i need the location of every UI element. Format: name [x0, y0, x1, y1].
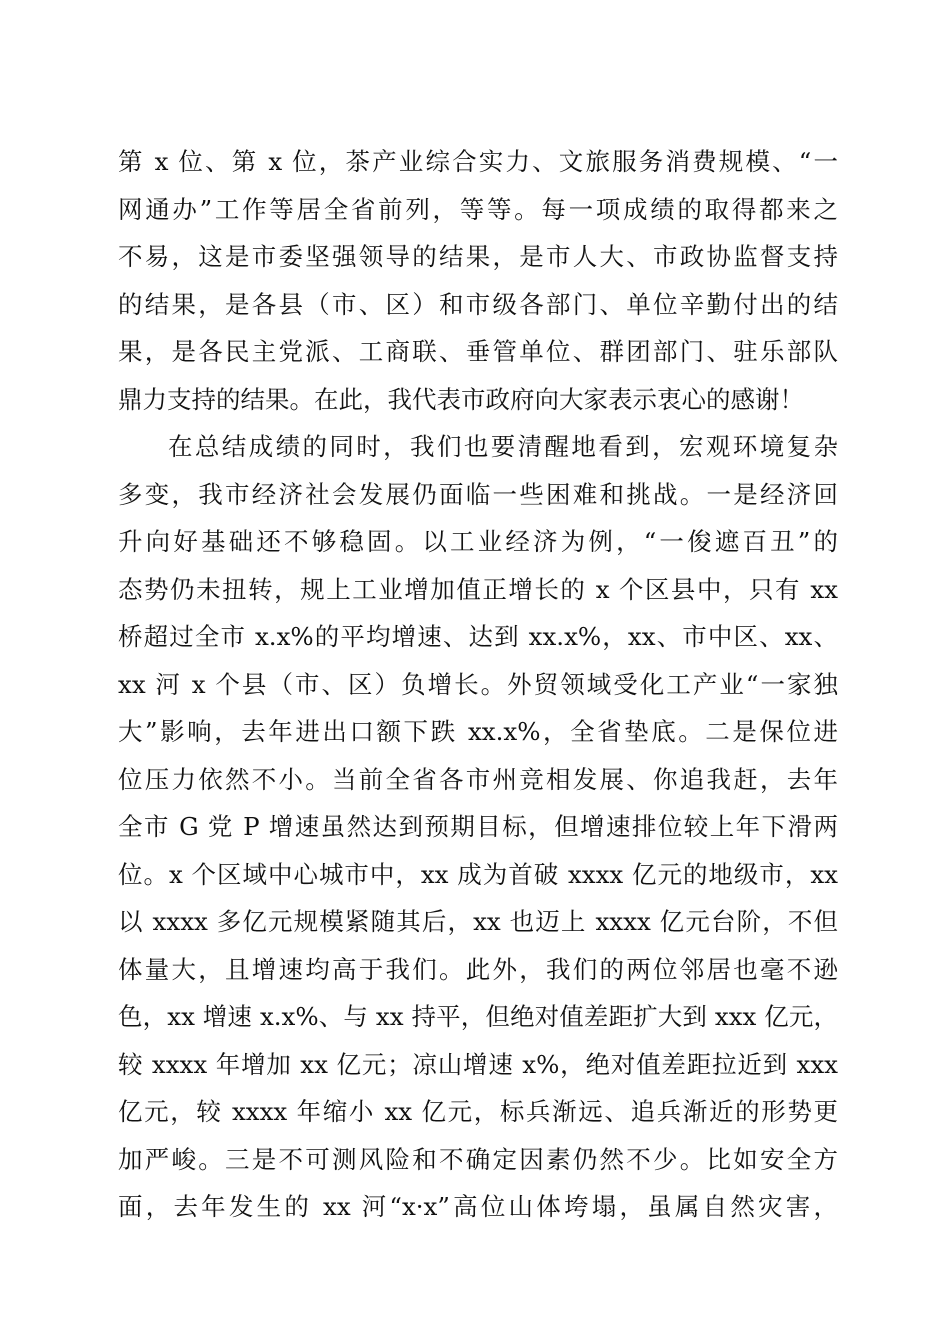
text-line: 鼎力支持的结果。在此，我代表市政府向大家表示衷心的感谢！	[118, 384, 804, 414]
text-line: 果，是各民主党派、工商联、垂管单位、群团部门、驻乐部队	[118, 337, 838, 366]
body-text	[118, 138, 838, 1231]
text-line: 体量大，且增速均高于我们。此外，我们的两位邻居也毫不逊	[118, 954, 838, 984]
text-line: 以 xxxx 多亿元规模紧随其后，xx 也迈上 xxxx 亿元台阶，不但	[118, 907, 838, 936]
text-line: 全市 G 党 P 增速虽然达到预期目标，但增速排位较上年下滑两	[118, 812, 838, 841]
text-line: 网通办”工作等居全省前列，等等。每一项成绩的取得都来之	[118, 194, 838, 224]
text-line: xx 河 x 个县（市、区）负增长。外贸领域受化工产业“一家独	[118, 669, 838, 699]
text-line: 不易，这是市委坚强领导的结果，是市人大、市政协监督支持	[118, 242, 838, 271]
text-line: 位压力依然不小。当前全省各市州竞相发展、你追我赶，去年	[118, 764, 838, 794]
text-line: 的结果，是各县（市、区）和市级各部门、单位辛勤付出的结	[118, 289, 838, 319]
text-line: 升向好基础还不够稳固。以工业经济为例，“一俊遮百丑”的	[118, 527, 838, 556]
text-line: 态势仍未扭转，规上工业增加值正增长的 x 个区县中，只有 xx	[118, 574, 838, 604]
text-line: 较 xxxx 年增加 xx 亿元；凉山增速 x%，绝对值差距拉近到 xxx	[118, 1049, 838, 1079]
text-line: 大”影响，去年进出口额下跌 xx.x%，全省垫底。二是保位进	[118, 717, 838, 746]
text-line: 多变，我市经济社会发展仍面临一些困难和挑战。一是经济回	[118, 479, 838, 509]
text-line: 加严峻。三是不可测风险和不确定因素仍然不少。比如安全方	[118, 1144, 838, 1174]
text-line: 亿元，较 xxxx 年缩小 xx 亿元，标兵渐远、追兵渐近的形势更	[118, 1097, 838, 1126]
text-line: 桥超过全市 x.x%的平均增速、达到 xx.x%，xx、市中区、xx、	[118, 622, 838, 651]
paragraph-first-line: 在总结成绩的同时，我们也要清醒地看到，宏观环境复杂	[168, 432, 838, 461]
text-line: 第 x 位、第 x 位，茶产业综合实力、文旅服务消费规模、“一	[118, 147, 838, 176]
text-line: 色，xx 增速 x.x%、与 xx 持平，但绝对值差距扩大到 xxx 亿元，	[118, 1002, 838, 1031]
text-line: 面，去年发生的 xx 河“x·x”高位山体垮塌，虽属自然灾害，	[118, 1192, 838, 1221]
text-line: 位。x 个区域中心城市中，xx 成为首破 xxxx 亿元的地级市，xx	[118, 859, 838, 889]
